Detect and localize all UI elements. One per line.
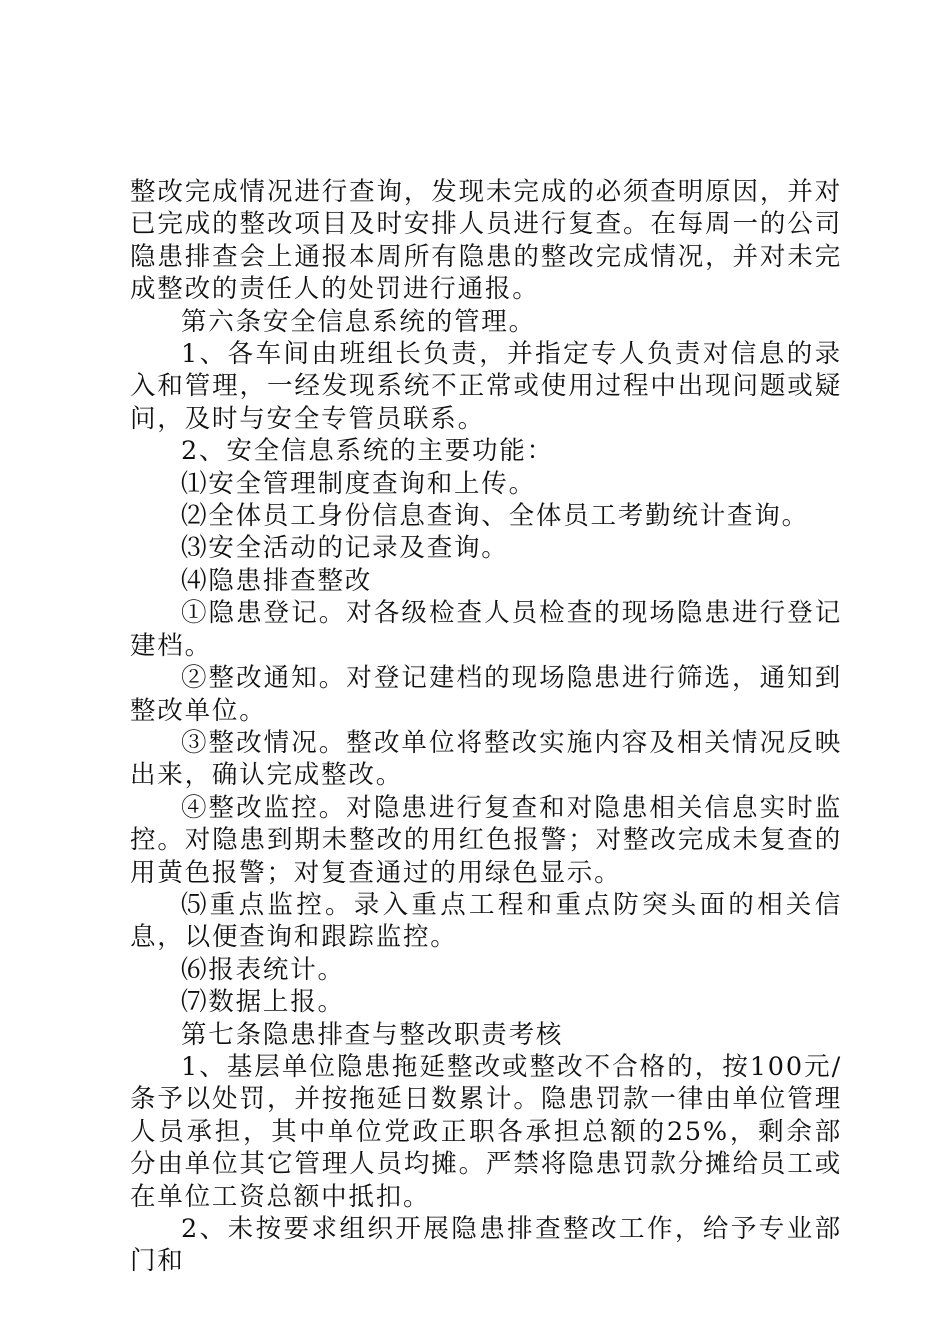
list-item: ⑴安全管理制度查询和上传。 bbox=[181, 468, 536, 499]
paragraph: 整改完成情况进行查询，发现未完成的必须查明原因，并对已完成的整改项目及时安排人员进行复查。在每周一的公司隐患排查会上通报本周所有隐患的整改完成情况，并对未完成整改的责任人的处罚进行通报。 bbox=[130, 177, 842, 305]
paragraph: 1、各车间由班组长负责，并指定专人负责对信息的录入和管理，一经发现系统不正常或使用过程中出现问题或疑问，及时与安全专管员联系。 bbox=[130, 339, 842, 434]
section-heading: 第七条隐患排查与整改职责考核 bbox=[181, 1019, 564, 1050]
sub-list-item: ②整改通知。对登记建档的现场隐患进行筛选，通知到整改单位。 bbox=[130, 663, 842, 726]
paragraph: 1、基层单位隐患拖延整改或整改不合格的，按100元/条予以处罚，并按拖延日数累计。隐患罚款一律由单位管理人员承担，其中单位党政正职各承担总额的25%，剩余部分由单位其它管理人员均摊。严禁将隐患罚款分摊给员工或在单位工资总额中抵扣。 bbox=[130, 1051, 842, 1212]
paragraph: 2、安全信息系统的主要功能： bbox=[181, 436, 554, 467]
sub-list-item: ③整改情况。整改单位将整改实施内容及相关情况反映出来，确认完成整改。 bbox=[130, 727, 842, 791]
sub-list-item: ④整改监控。对隐患进行复查和对隐患相关信息实时监控。对隐患到期未整改的用红色报警；对整改完成未复查的用黄色报警；对复查通过的用绿色显示。 bbox=[130, 792, 842, 888]
section-heading: 第六条安全信息系统的管理。 bbox=[181, 306, 536, 337]
sub-list-item: ①隐患登记。对各级检查人员检查的现场隐患进行登记建档。 bbox=[130, 598, 842, 661]
list-item: ⑷隐患排查整改 bbox=[181, 565, 373, 596]
list-item: ⑵全体员工身份信息查询、全体员工考勤统计查询。 bbox=[181, 501, 809, 532]
list-item: ⑶安全活动的记录及查询。 bbox=[181, 533, 509, 564]
list-item: ⑺数据上报。 bbox=[181, 987, 345, 1018]
document-body bbox=[130, 176, 842, 1278]
list-item: ⑹报表统计。 bbox=[181, 954, 345, 985]
paragraph: 2、未按要求组织开展隐患排查整改工作，给予专业部门和 bbox=[130, 1214, 842, 1277]
list-item: ⑸重点监控。录入重点工程和重点防突头面的相关信息，以便查询和跟踪监控。 bbox=[130, 889, 842, 953]
